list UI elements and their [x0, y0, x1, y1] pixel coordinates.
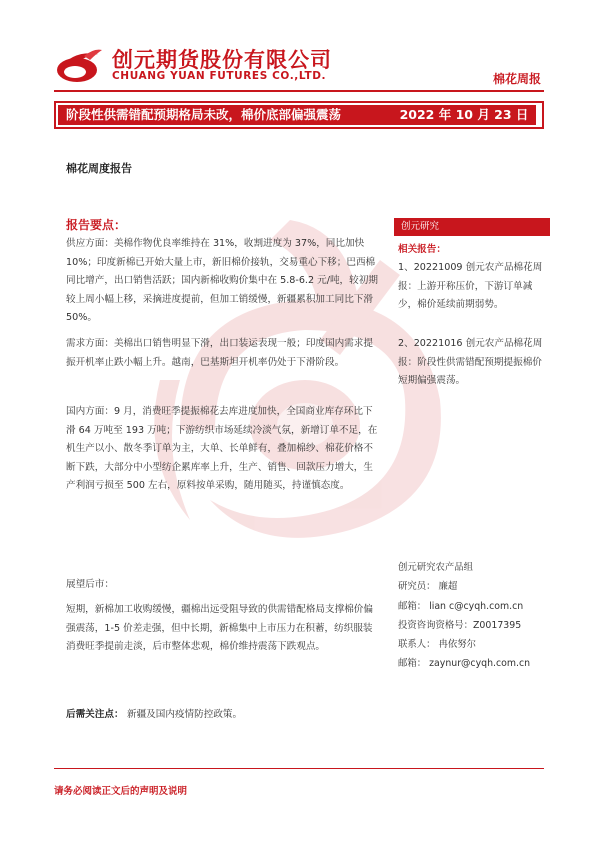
report-date: 2022 年 10 月 23 日 [392, 105, 536, 125]
document-type: 棉花周度报告 [66, 162, 132, 175]
risk-label: 后需关注点： [66, 709, 124, 720]
key-points-heading: 报告要点： [66, 218, 127, 232]
license-number: 投资咨询资格号：Z0017395 [398, 619, 522, 631]
risk-text: 新疆及国内疫情防控政策。 [127, 709, 243, 720]
title-bar [54, 101, 544, 129]
chuangyuan-logo-icon [54, 46, 104, 84]
contact-person: 联系人： 冉依努尔 [398, 639, 476, 651]
researcher-email[interactable]: 邮箱： lian c@cyqh.com.cn [398, 600, 524, 612]
related-report-item[interactable]: 2、20221016 创元农产品棉花周报：阶段性供需错配预期提振棉价短期偏强震荡。 [398, 338, 543, 387]
contact-block [398, 558, 548, 674]
related-reports-label: 相关报告： [398, 244, 446, 255]
disclaimer-text: 请务必阅读正文后的声明及说明 [54, 786, 188, 797]
related-report-item[interactable]: 1、20221009 创元农产品棉花周报：上游开称压价，下游订单减少，棉价延续前期弱势。 [398, 262, 543, 311]
header-divider [54, 90, 544, 92]
report-type-tag: 棉花周报 [492, 72, 541, 86]
outlook-paragraph: 短期，新棉加工收购缓慢，疆棉出远受阻导致的供需错配格局支撑棉价偏强震荡，1-5 价差走强，但中长期，新棉集中上市压力在积蓄，纺织服装消费旺季提前走淡，后市整体悲观，棉价维持震荡下跌观点。 [66, 604, 373, 653]
demand-paragraph: 需求方面：美棉出口销售明显下滑，出口装运表现一般；印度国内需求提振开机率止跌小幅上升。越南，巴基斯坦开机率仍处于下滑阶段。 [66, 338, 373, 368]
company-name-cn: 创元期货股份有限公司 [112, 48, 332, 72]
contact-email[interactable]: 邮箱： zaynur@cyqh.com.cn [398, 658, 531, 670]
outlook-heading: 展望后市： [66, 579, 114, 590]
supply-paragraph: 供应方面：美棉作物优良率维持在 31%，收割进度为 37%，同比加快 10%；印度新棉已开始大量上市，新旧棉价接轨，交易重心下移；巴西棉同比增产，出口销售活跃；国内新棉收购价集中在 5.8-6.2 元/吨，较初期较上周小幅上移，采摘进度提前，但加工销缓慢，新疆累积加工同比下滑 50%。 [66, 238, 378, 324]
report-title: 阶段性供需错配预期格局未改，棉价底部偏强震荡 [58, 105, 392, 125]
company-name-en: CHUANG YUAN FUTURES CO.,LTD. [112, 70, 327, 82]
researcher: 研究员： 廉超 [398, 581, 458, 593]
domestic-paragraph: 国内方面：9 月，消费旺季提振棉花去库进度加快，全国商业库存环比下滑 64 万吨至 193 万吨；下游纺织市场延续冷淡气氛，新增订单不足，在机生产以小、散冬季订单为主，大单、长单鲜有，叠加棉纱、棉花价格不断下跌，大部分中小型纺企累库率上升，生产、销售、回款压力增大，生产利润亏损至 500 左右，原料按单采购，随用随买，持谨慎态度。 [66, 406, 378, 492]
footer-divider [54, 768, 544, 769]
sidebar-header: 创元研究 [394, 218, 550, 236]
research-group: 创元研究农产品组 [398, 562, 474, 573]
